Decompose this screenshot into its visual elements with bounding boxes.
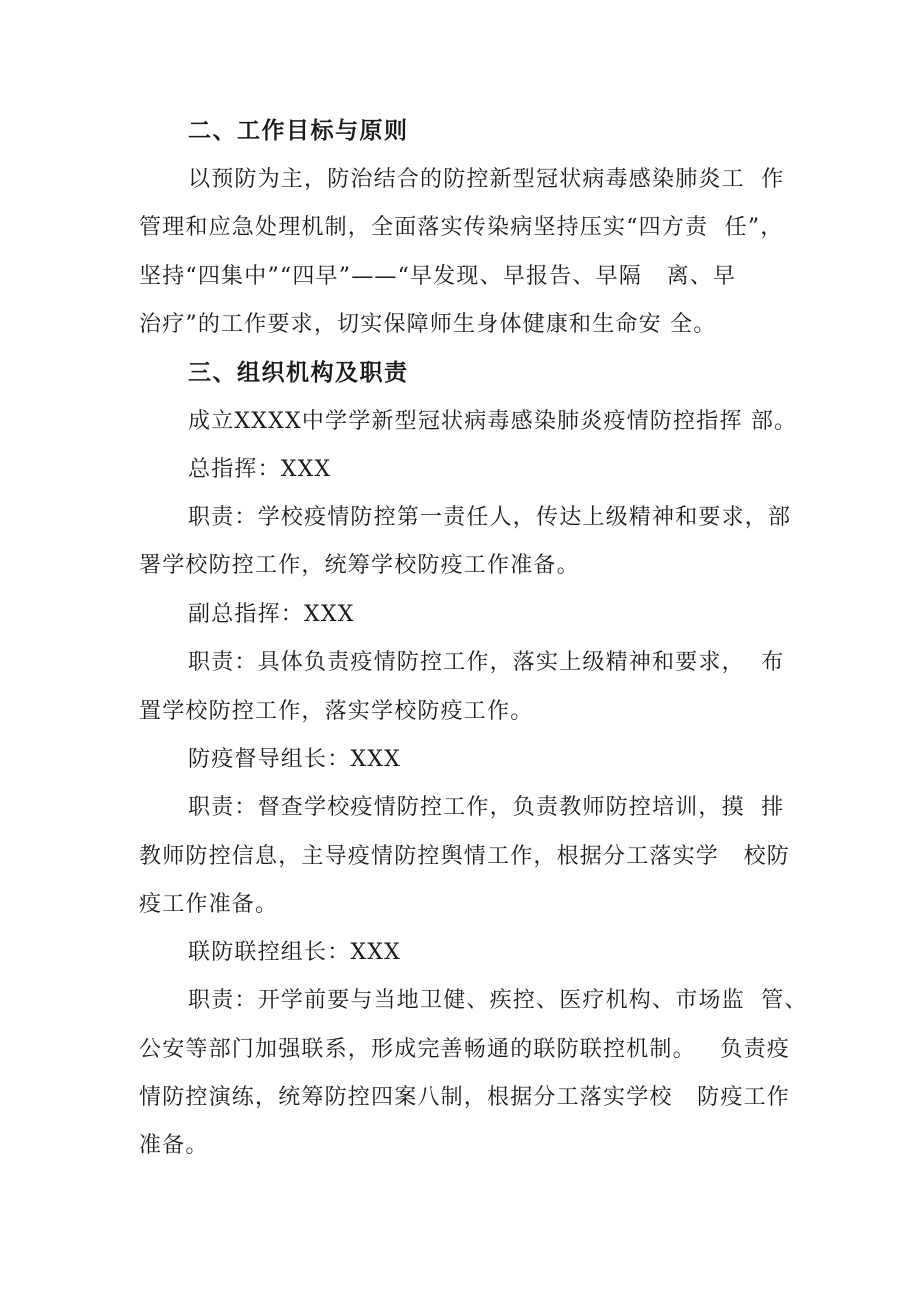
paragraph-line: 职责：开学前要与当地卫健、疾控、医疗机构、市场监 管、 [188,988,808,1013]
paragraph-line: 治疗”的工作要求，切实保障师生身体健康和生命安 全。 [139,312,717,337]
paragraph-line: 署学校防控工作，统筹学校防疫工作准备。 [139,553,580,578]
paragraph-line: 疫工作准备。 [139,892,279,917]
role-title-joint-control-leader: 联防联控组长：XXX [188,940,401,965]
section-heading-goals: 二、工作目标与原则 [188,118,409,144]
paragraph-line: 管理和应急处理机制，全面落实传染病坚持压实“四方责 任”， [139,215,784,240]
paragraph-line: 置学校防控工作，落实学校防疫工作。 [139,699,534,724]
section-heading-organization: 三、组织机构及职责 [188,360,409,386]
role-title-chief-commander: 总指挥：XXX [188,457,332,482]
role-title-supervision-leader: 防疫督导组长：XXX [188,747,401,772]
role-title-deputy-commander: 副总指挥：XXX [188,602,355,627]
paragraph-line: 坚持“四集中”“四早”——“早发现、早报告、早隔 离、早 [139,264,737,289]
paragraph-line: 情防控演练，统筹防控四案八制，根据分工落实学校 防疫工作 [139,1085,790,1110]
paragraph-line: 职责：督查学校疫情防控工作，负责教师防控培训，摸 排 [188,795,785,820]
paragraph-line: 职责：学校疫情防控第一责任人，传达上级精神和要求，部 [188,505,792,530]
paragraph-line: 准备。 [139,1133,209,1158]
paragraph-line: 以预防为主，防治结合的防控新型冠状病毒感染肺炎工 作 [188,167,785,192]
paragraph-line: 职责：具体负责疫情防控工作，落实上级精神和要求， 布 [188,650,785,675]
paragraph-line: 成立XXXX中学学新型冠状病毒感染肺炎疫情防控指挥 部。 [188,409,798,434]
paragraph-line: 公安等部门加强联系，形成完善畅通的联防联控机制。 负责疫 [139,1037,790,1062]
paragraph-line: 教师防控信息，主导疫情防控舆情工作，根据分工落实学 校防 [139,844,790,869]
